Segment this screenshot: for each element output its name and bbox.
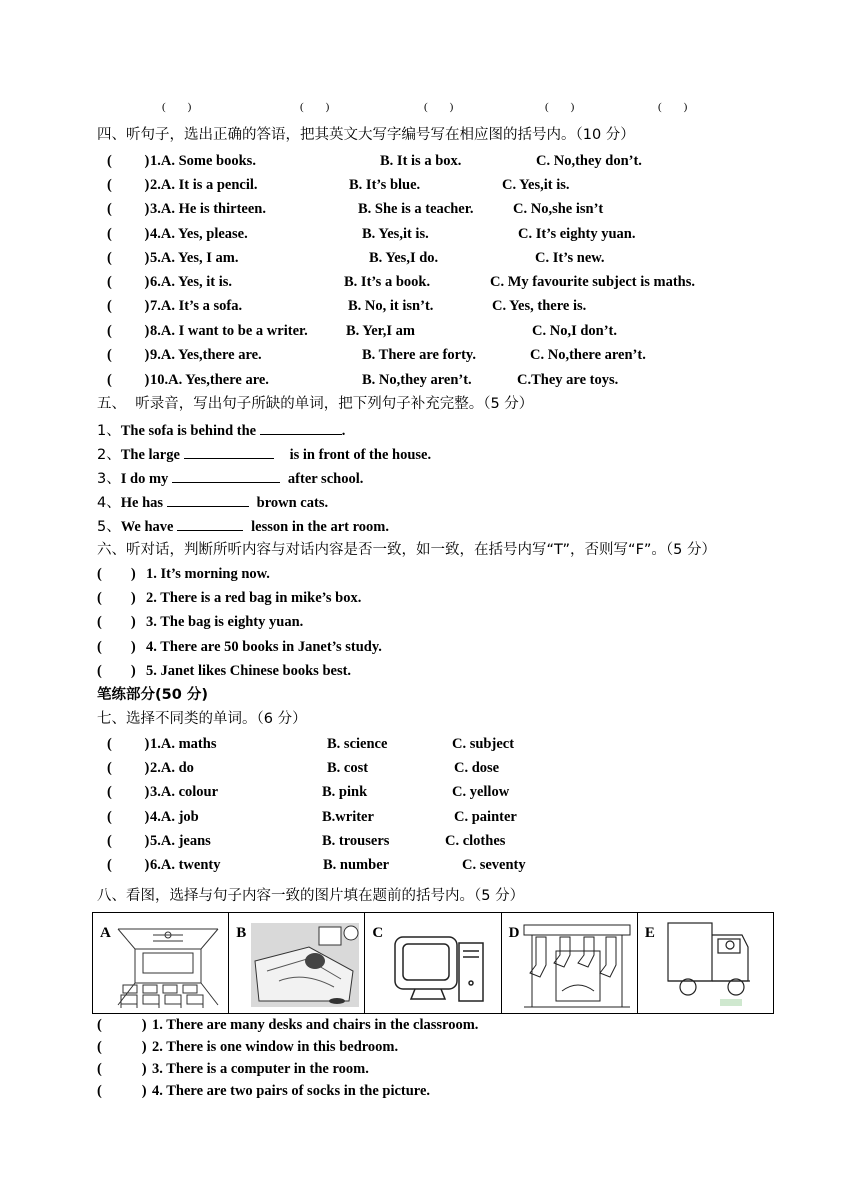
- s6-statement: 1. It’s morning now.: [146, 566, 270, 582]
- s5-text-before: We have: [120, 519, 178, 535]
- s4-option-c: C. No,they don’t.: [536, 153, 642, 169]
- answer-paren-5: ( ): [658, 101, 688, 113]
- s7-paren: ( ): [107, 833, 150, 849]
- answer-paren-2: ( ): [300, 101, 330, 113]
- s7-option-b: B. trousers: [322, 833, 390, 849]
- s5-number: 4、: [97, 495, 121, 511]
- s6-paren: ( ): [97, 566, 136, 582]
- s7-option-b: B. number: [323, 857, 390, 873]
- fill-blank[interactable]: [260, 420, 342, 435]
- s4-paren: ( ): [107, 274, 150, 290]
- picture-label: D: [508, 925, 520, 941]
- classroom-picture: [113, 921, 223, 1009]
- s4-option-a: 7.A. It’s a sofa.: [150, 298, 243, 314]
- fill-blank[interactable]: [177, 516, 243, 531]
- s7-option-b: B. cost: [327, 760, 369, 776]
- s4-option-b: B. No, it isn’t.: [348, 298, 434, 314]
- section-6-header: 六、听对话，判断所听内容与对话内容是否一致，如一致，在括号内写“T”，否则写“F”。（5 分）: [97, 542, 717, 558]
- s6-statement: 5. Janet likes Chinese books best.: [146, 663, 352, 679]
- s7-option-c: C. subject: [452, 736, 515, 752]
- s8-paren: ( ): [97, 1039, 147, 1055]
- s8-paren: ( ): [97, 1083, 147, 1099]
- s7-option-b: B. science: [327, 736, 388, 752]
- s6-paren: ( ): [97, 639, 136, 655]
- s6-paren: ( ): [97, 590, 136, 606]
- s4-option-a: 8.A. I want to be a writer.: [150, 323, 308, 339]
- s5-sentence: [97, 420, 345, 440]
- s7-option-a: 4.A. job: [150, 809, 199, 825]
- written-part-heading: 笔练部分(50 分): [97, 687, 208, 703]
- s7-option-c: C. dose: [454, 760, 500, 776]
- bedroom-picture: [249, 921, 361, 1009]
- s5-sentence: [97, 444, 431, 464]
- s5-text-before: I do my: [120, 471, 172, 487]
- s4-option-a: 1.A. Some books.: [150, 153, 256, 169]
- truck-picture: [658, 921, 770, 1009]
- computer-picture: [385, 921, 495, 1009]
- s5-number: 3、: [97, 471, 121, 487]
- s7-option-a: 1.A. maths: [150, 736, 217, 752]
- s4-paren: ( ): [107, 177, 150, 193]
- s5-number: 2、: [97, 447, 121, 463]
- s4-option-a: 3.A. He is thirteen.: [150, 201, 266, 217]
- s7-paren: ( ): [107, 784, 150, 800]
- s7-option-c: C. painter: [454, 809, 517, 825]
- s5-text-after: is in front of the house.: [289, 447, 432, 463]
- s4-option-c: C. My favourite subject is maths.: [490, 274, 695, 290]
- picture-cell-e: [638, 913, 773, 1013]
- s4-option-c: C. It’s new.: [535, 250, 605, 266]
- s6-paren: ( ): [97, 663, 136, 679]
- s7-paren: ( ): [107, 809, 150, 825]
- fill-blank[interactable]: [167, 492, 249, 507]
- s6-paren: ( ): [97, 614, 136, 630]
- s6-statement: 3. The bag is eighty yuan.: [146, 614, 304, 630]
- s7-option-c: C. seventy: [462, 857, 526, 873]
- s5-text-after: lesson in the art room.: [251, 519, 390, 535]
- section-4-header: 四、听句子，选出正确的答语，把其英文大写字编号写在相应图的括号内。（10 分）: [97, 127, 635, 143]
- fill-blank[interactable]: [172, 468, 280, 483]
- s4-option-a: 4.A. Yes, please.: [150, 226, 248, 242]
- s5-sentence: [97, 492, 328, 512]
- s4-option-b: B. Yes,it is.: [362, 226, 429, 242]
- picture-label: B: [236, 925, 247, 941]
- picture-cell-b: [229, 913, 365, 1013]
- picture-grid: [92, 912, 774, 1014]
- s8-paren: ( ): [97, 1017, 147, 1033]
- picture-cell-a: [93, 913, 229, 1013]
- section-8-header: 八、看图，选择与句子内容一致的图片填在题前的括号内。（5 分）: [97, 888, 525, 904]
- s4-option-c: C.They are toys.: [517, 372, 619, 388]
- fill-blank[interactable]: [184, 444, 274, 459]
- s4-option-b: B. She is a teacher.: [358, 201, 474, 217]
- s7-paren: ( ): [107, 857, 150, 873]
- s5-text-after: brown cats.: [256, 495, 329, 511]
- s5-text-after: after school.: [287, 471, 364, 487]
- s4-paren: ( ): [107, 201, 150, 217]
- s7-option-b: B.writer: [322, 809, 374, 825]
- s4-option-b: B. Yes,I do.: [369, 250, 439, 266]
- s7-option-a: 2.A. do: [150, 760, 194, 776]
- s4-option-a: 10.A. Yes,there are.: [150, 372, 269, 388]
- s4-option-b: B. It’s blue.: [349, 177, 421, 193]
- s5-text-after: .: [341, 423, 346, 439]
- answer-paren-4: ( ): [545, 101, 575, 113]
- s4-option-c: C. Yes, there is.: [492, 298, 587, 314]
- s5-number: 5、: [97, 519, 121, 535]
- s4-option-c: C. No,I don’t.: [532, 323, 617, 339]
- picture-cell-c: [365, 913, 501, 1013]
- s4-option-b: B. No,they aren’t.: [362, 372, 472, 388]
- s4-option-c: C. No,there aren’t.: [530, 347, 646, 363]
- s5-text-before: The large: [120, 447, 184, 463]
- s4-paren: ( ): [107, 298, 150, 314]
- s8-statement: 4. There are two pairs of socks in the picture.: [152, 1083, 431, 1099]
- s4-paren: ( ): [107, 372, 150, 388]
- s4-option-c: C. It’s eighty yuan.: [518, 226, 636, 242]
- s7-paren: ( ): [107, 736, 150, 752]
- s8-statement: 3. There is a computer in the room.: [152, 1061, 369, 1077]
- answer-paren-3: ( ): [424, 101, 454, 113]
- s4-option-c: C. No,she isn’t: [513, 201, 604, 217]
- s7-option-a: 6.A. twenty: [150, 857, 221, 873]
- picture-cell-d: [502, 913, 638, 1013]
- s8-statement: 1. There are many desks and chairs in the classroom.: [152, 1017, 479, 1033]
- picture-label: E: [644, 925, 655, 941]
- s4-option-b: B. It’s a book.: [344, 274, 431, 290]
- s7-option-c: C. yellow: [452, 784, 510, 800]
- s6-statement: 2. There is a red bag in mike’s box.: [146, 590, 362, 606]
- s4-paren: ( ): [107, 347, 150, 363]
- answer-paren-1: ( ): [162, 101, 192, 113]
- s4-paren: ( ): [107, 226, 150, 242]
- s4-option-b: B. Yer,I am: [346, 323, 416, 339]
- section-7-header: 七、选择不同类的单词。（6 分）: [97, 711, 307, 727]
- s4-option-a: 2.A. It is a pencil.: [150, 177, 258, 193]
- s5-sentence: [97, 516, 389, 536]
- socks-picture: [522, 921, 634, 1009]
- s4-option-a: 9.A. Yes,there are.: [150, 347, 262, 363]
- picture-label: A: [100, 925, 111, 941]
- s6-statement: 4. There are 50 books in Janet’s study.: [146, 639, 382, 655]
- s8-statement: 2. There is one window in this bedroom.: [152, 1039, 399, 1055]
- s7-option-b: B. pink: [322, 784, 368, 800]
- s7-paren: ( ): [107, 760, 150, 776]
- s4-option-a: 5.A. Yes, I am.: [150, 250, 239, 266]
- s4-paren: ( ): [107, 323, 150, 339]
- s5-text-before: The sofa is behind the: [120, 423, 260, 439]
- s4-option-b: B. There are forty.: [362, 347, 476, 363]
- s4-paren: ( ): [107, 153, 150, 169]
- picture-label: C: [372, 925, 384, 941]
- s4-option-c: C. Yes,it is.: [502, 177, 570, 193]
- s7-option-c: C. clothes: [445, 833, 506, 849]
- s5-number: 1、: [97, 423, 121, 439]
- s4-paren: ( ): [107, 250, 150, 266]
- s7-option-a: 5.A. jeans: [150, 833, 211, 849]
- s5-sentence: [97, 468, 363, 488]
- s4-option-b: B. It is a box.: [380, 153, 462, 169]
- s8-paren: ( ): [97, 1061, 147, 1077]
- s5-text-before: He has: [120, 495, 167, 511]
- s4-option-a: 6.A. Yes, it is.: [150, 274, 233, 290]
- section-5-header: 五、 听录音，写出句子所缺的单词，把下列句子补充完整。（5 分）: [97, 396, 534, 412]
- s7-option-a: 3.A. colour: [150, 784, 219, 800]
